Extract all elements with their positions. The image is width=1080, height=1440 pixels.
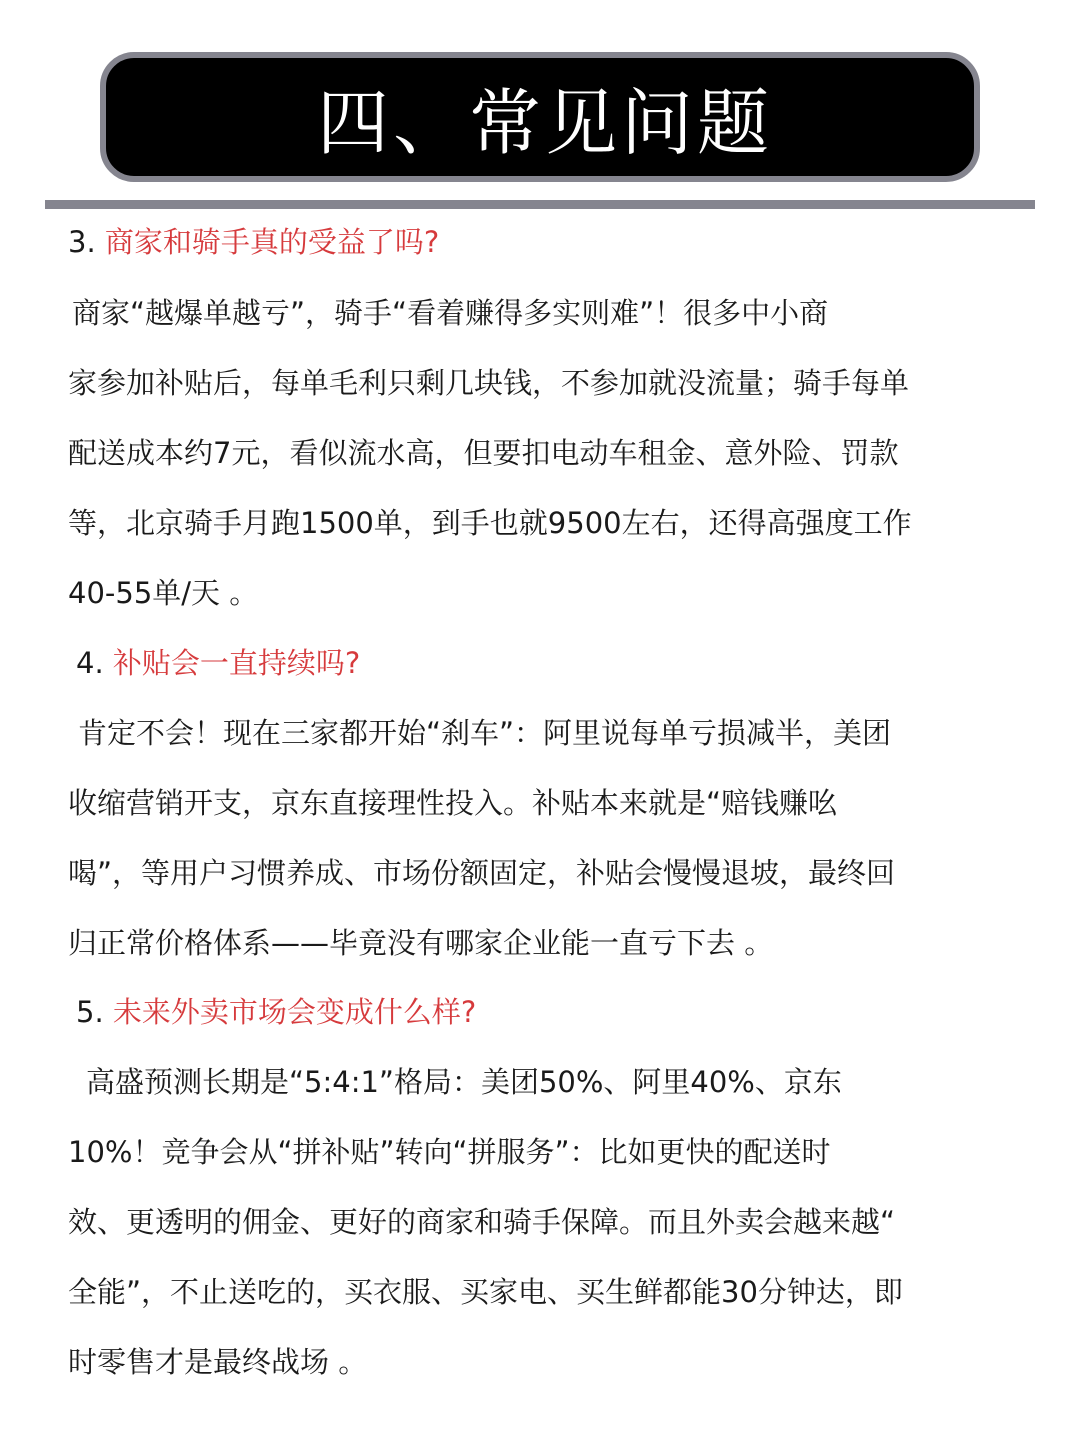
question-number: 4. [76, 646, 104, 680]
paragraph-line: 40-55单/天 。 [68, 576, 259, 610]
question-text: 补贴会一直持续吗? [112, 646, 361, 680]
paragraph-line: 喝”，等用户习惯养成、市场份额固定，补贴会慢慢退坡，最终回 [68, 856, 896, 890]
question-heading [76, 643, 360, 683]
paragraph-line: 等，北京骑手月跑1500单，到手也就9500左右，还得高强度工作 [68, 506, 912, 540]
question-text: 未来外卖市场会变成什么样? [112, 995, 477, 1029]
paragraph-line: 配送成本约7元，看似流水高，但要扣电动车租金、意外险、罚款 [68, 436, 899, 470]
paragraph-line: 全能”，不止送吃的，买衣服、买家电、买生鲜都能30分钟达，即 [68, 1275, 903, 1309]
question-number: 3. [68, 225, 96, 259]
paragraph-line: 商家“越爆单越亏”，骑手“看着赚得多实则难”！很多中小商 [72, 296, 829, 330]
paragraph-line: 效、更透明的佣金、更好的商家和骑手保障。而且外卖会越来越“ [68, 1205, 896, 1239]
paragraph-line: 时零售才是最终战场 。 [68, 1345, 368, 1379]
paragraph-line: 家参加补贴后，每单毛利只剩几块钱，不参加就没流量；骑手每单 [68, 366, 910, 400]
paragraph-line: 收缩营销开支，京东直接理性投入。补贴本来就是“赔钱赚吆 [68, 786, 838, 820]
paragraph-line: 归正常价格体系——毕竟没有哪家企业能一直亏下去 。 [68, 926, 774, 960]
paragraph-line: 肯定不会！现在三家都开始“刹车”：阿里说每单亏损减半，美团 [78, 716, 892, 750]
question-number: 5. [76, 995, 104, 1029]
question-heading [76, 992, 476, 1032]
divider [45, 200, 1035, 209]
paragraph-line: 10%！竞争会从“拼补贴”转向“拼服务”：比如更快的配送时 [68, 1135, 831, 1169]
section-title-banner [100, 52, 980, 182]
question-heading [68, 222, 439, 262]
page-title: 四、常见问题 [316, 81, 773, 165]
paragraph-line: 高盛预测长期是“5:4:1”格局：美团50%、阿里40%、京东 [86, 1065, 842, 1099]
question-text: 商家和骑手真的受益了吗? [104, 225, 440, 259]
